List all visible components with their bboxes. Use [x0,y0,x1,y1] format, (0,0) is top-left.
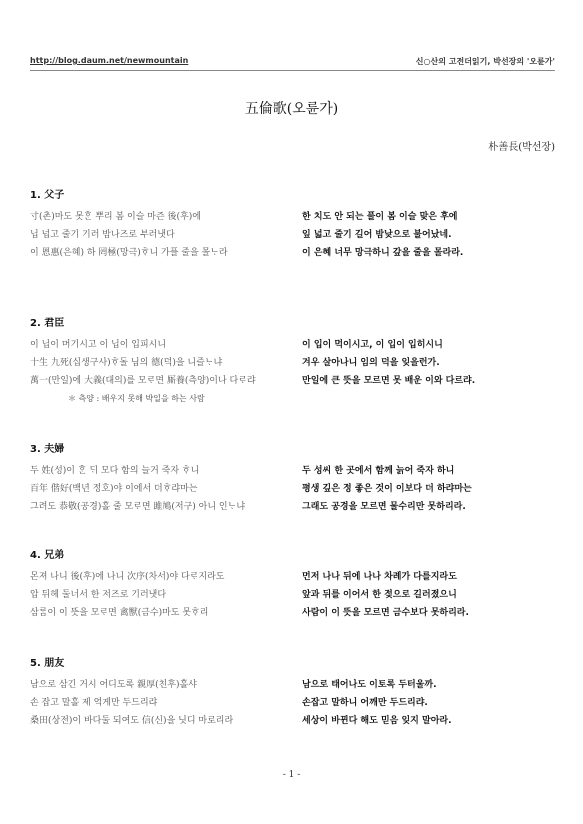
verse-line [30,373,560,391]
modern-text: 먼저 나나 뒤에 나나 차례가 다를지라도 [302,572,457,582]
document-title: 五倫歌(오륜가) [244,101,339,117]
original-text: 두 姓(성)이 ᄒᆞᆫ ᄃᆡ 모다 함의 늘거 죽자 ᄒᆞ니 [30,466,200,476]
original-text: 桑田(상전)이 바다둘 되여도 信(신)을 닛디 마로리라 [30,716,234,726]
verse-line [30,227,560,245]
modern-text: 만일에 큰 뜻을 모르면 못 배운 이와 다르랴. [302,376,476,386]
modern-text: 남으로 태어나도 이토록 두터울까. [302,680,437,690]
modern-text: 이 은혜 너무 망극하니 갚을 줄을 몰라라. [302,248,464,258]
modern-text: 앞과 뒤를 이어서 한 젖으로 길러졌으니 [302,590,457,600]
original-text: 百年 偕好(백년 정호)야 이에서 더ᄒᆞ랴마는 [30,484,198,494]
original-text: 남으로 삼긴 거시 어디도록 親厚(친후)홀샤 [30,680,197,690]
original-text: 이 닙이 머기시고 이 닙이 입피시니 [30,340,167,350]
original-text: 닙 넙고 줄기 기러 밤나즈로 부러냇다 [30,230,175,240]
verse-line [30,245,560,263]
section-ruler-subject [30,314,560,404]
author-name: 朴善長(박선장) [488,142,555,153]
section-friends [30,654,560,731]
original-text: 萬一(만일)에 大義(대의)를 모ᄅᆞ면 厮養(측양)이나 다ᄅᆞ랴 [30,376,256,386]
page-number: - 1 - [282,770,301,780]
modern-text: 두 성씨 한 곳에서 함께 늙어 죽자 하니 [302,466,455,476]
section-husband-wife [30,440,560,517]
original-text: 이 恩惠(은혜) 하 罔極(망극)ᄒᆞ니 가플 줄을 몰ᄂᆞ라 [30,248,228,258]
modern-text: 그래도 공경을 모르면 물수리만 못하리라. [302,502,466,512]
section-father-son [30,186,560,263]
verse-line [30,337,560,355]
header-rule [30,70,555,71]
verse-line [30,605,560,623]
page-header [30,56,555,70]
original-text: 十生 九死(십생구사)ᄒᆞ돌 님의 德(덕)을 니즐ᄂᆞ냐 [30,358,223,368]
verse-line [30,209,560,227]
section-heading: 5. 朋友 [30,658,65,669]
verse-line [30,677,560,695]
verse-line [30,481,560,499]
original-text: 寸(촌)마도 못ᄒᆞᆫ 뿌리 봄 이슬 마즌 後(후)에 [30,212,201,222]
modern-text: 세상이 바뀐다 해도 믿음 잊지 말아라. [302,716,452,726]
verse-line [30,587,560,605]
modern-text: 손잡고 말하니 어깨만 두드리랴. [302,698,428,708]
section-heading: 4. 兄弟 [30,550,65,561]
header-caption: 신○산의 고전더읽기, 박선장의 '오륜가' [415,57,555,66]
modern-text: 겨우 살아나니 임의 덕을 잊을런가. [302,358,440,368]
original-text: 손 잡고 말홀 제 억게만 두드리랴 [30,698,158,708]
modern-text: 평생 깊은 정 좋은 것이 이보다 더 하랴마는 [302,484,472,494]
modern-text: 이 입이 먹이시고, 이 입이 입히시니 [302,340,443,350]
modern-text: 잎 넓고 줄기 길어 밤낮으로 불어났네. [302,230,452,240]
original-text: 그려도 恭敬(공경)홀 줄 모ᄅᆞ면 雎鳩(저구) 아니 인ᄂᆞ냐 [30,502,246,512]
section-brothers [30,546,560,623]
blog-url[interactable]: http://blog.daum.net/newmountain [30,56,189,65]
modern-text: 사람이 이 뜻을 모르면 금수보다 못하리라. [302,608,469,618]
modern-text: 한 치도 안 되는 풀이 봄 이슬 맞은 후에 [302,212,458,222]
verse-line [30,499,560,517]
footnote: ＊ 측양 : 배우지 못해 박일을 하는 사람 [68,394,205,403]
section-heading: 1. 父子 [30,190,65,201]
original-text: 압 뒤헤 둘너서 한 저즈로 기러냇다 [30,590,167,600]
verse-line [30,463,560,481]
original-text: 삼ᄅᆞᆷ이 이 뜻을 모ᄅᆞ면 禽獸(금수)마도 못ᄒᆞ리 [30,608,209,618]
verse-line [30,713,560,731]
section-heading: 2. 君臣 [30,318,65,329]
section-heading: 3. 夫婦 [30,444,65,455]
verse-line [30,569,560,587]
original-text: 몬져 나니 後(후)에 나니 次序(차서)야 다ᄅᆞ지라도 [30,572,225,582]
verse-line [30,355,560,373]
verse-line [30,695,560,713]
